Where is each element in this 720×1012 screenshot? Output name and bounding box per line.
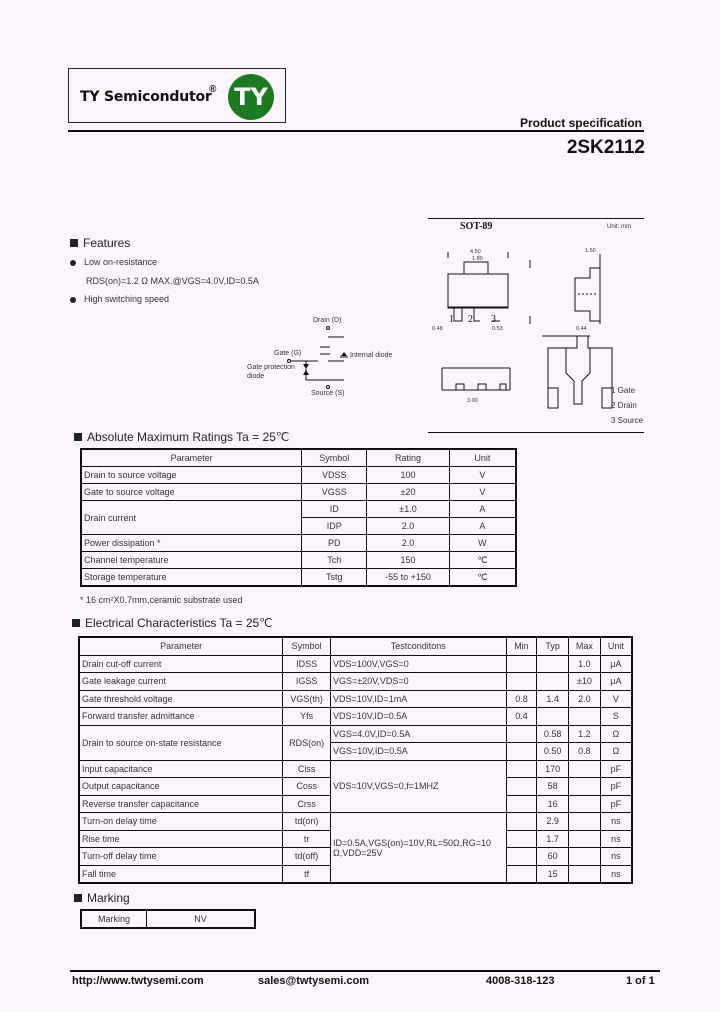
company-logo: TY [228, 74, 274, 120]
svg-text:1.80: 1.80 [472, 256, 483, 262]
abs-max-footnote: * 16 cm²X0.7mm,ceramic substrate used [80, 595, 243, 605]
table-row: Drain to source voltage VDSS 100 V [81, 467, 516, 484]
package-bottom-rule [428, 432, 644, 433]
source-label: Source (S) [311, 390, 345, 397]
svg-text:3.00: 3.00 [467, 398, 478, 404]
pin-legend-source: 3 Source [611, 416, 644, 425]
table-header-row [81, 449, 516, 467]
header-symbol: Symbol [302, 449, 367, 467]
gate-protection-label: Gate protection [247, 364, 295, 371]
abs-max-title: Absolute Maximum Ratings Ta = 25℃ [74, 430, 289, 444]
phone-number: 4008-318-123 [486, 975, 555, 987]
table-row: Channel temperature Tch 150 ℃ [81, 552, 516, 569]
table-row: Turn-on delay time td(on) ID=0.5A,VGS(on)=10V,RL=50Ω,RG=10 Ω,VDD=25V 2.9 ns [79, 813, 632, 831]
capacitance-conditions: VDS=10V,VGS=0,f=1MHZ [330, 760, 506, 813]
svg-text:1: 1 [449, 314, 454, 325]
email-link[interactable]: sales@twtysemi.com [258, 975, 369, 987]
svg-text:0.48: 0.48 [432, 326, 443, 332]
package-drawing [430, 238, 650, 428]
table-row: Drain cut-off current IDSS VDS=100V,VGS=0 1.0 μA [79, 655, 632, 673]
table-row: Rise time tr 1.7 ns [79, 830, 632, 848]
company-name: TY Semicondutor [80, 89, 212, 105]
package-unit: Unit: mm [607, 224, 631, 230]
package-top-rule [428, 218, 644, 219]
table-row: Storage temperature Tstg -55 to +150 ℃ [81, 569, 516, 587]
square-bullet-icon [72, 619, 80, 627]
feature-detail: RDS(on)=1.2 Ω MAX.@VGS=4.0V,ID=0.5A [86, 276, 259, 286]
bullet-icon [70, 260, 76, 266]
svg-text:3: 3 [491, 314, 496, 325]
table-row: Gate threshold voltage VGS(th) VDS=10V,ID=1mA 0.8 1.4 2.0 V [79, 690, 632, 708]
table-row: Output capacitance Coss 58 pF [79, 778, 632, 796]
bullet-icon [70, 297, 76, 303]
elec-char-table [78, 636, 633, 884]
square-bullet-icon [70, 239, 78, 247]
table-row: Reverse transfer capacitance Crss 16 pF [79, 795, 632, 813]
header-rule [68, 130, 644, 132]
mosfet-schematic [240, 312, 420, 402]
table-row: VGS=10V,ID=0.5A 0.50 0.8 Ω [79, 743, 632, 761]
square-bullet-icon [74, 433, 82, 441]
table-row: Input capacitance Ciss VDS=10V,VGS=0,f=1MHZ 170 pF [79, 760, 632, 778]
gate-label: Gate (G) [274, 350, 302, 357]
feature-item: High switching speed [70, 294, 169, 304]
abs-max-table [80, 448, 517, 587]
table-row: Power dissipation * PD 2.0 W [81, 535, 516, 552]
marking-label: Marking [81, 910, 147, 928]
gate-protection-label-2: diode [247, 373, 265, 380]
marking-table [80, 909, 256, 929]
square-bullet-icon [74, 894, 82, 902]
feature-item: Low on-resistance [70, 257, 157, 267]
sot89-outline-icon [430, 238, 650, 428]
part-number: 2SK2112 [566, 137, 645, 158]
drain-label: Drain (D) [313, 317, 342, 324]
table-row: IDP 2.0 A [81, 518, 516, 535]
table-row: Gate leakage current IGSS VGS=±20V,VDS=0 ±10 μA [79, 673, 632, 691]
table-row: Turn-off delay time td(off) 60 ns [79, 848, 632, 866]
svg-text:2: 2 [468, 314, 473, 325]
table-row: Gate to source voltage VGSS ±20 V [81, 484, 516, 501]
svg-text:1.50: 1.50 [585, 248, 596, 254]
features-title: Features [70, 236, 130, 250]
pin-legend-drain: 2 Drain [611, 401, 637, 410]
table-row: Forward transfer admittance Yfs VDS=10V,ID=0.5A 0.4 S [79, 708, 632, 726]
table-row: Drain to source on-state resistance RDS(on) VGS=4.0V,ID=0.5A 0.58 1.2 Ω [79, 725, 632, 743]
table-row [81, 910, 255, 928]
package-name: SOT-89 [460, 221, 493, 232]
header-rating: Rating [367, 449, 450, 467]
doc-type: Product specification [519, 116, 642, 130]
header-unit: Unit [449, 449, 516, 467]
footer-rule [70, 970, 660, 972]
switching-conditions: ID=0.5A,VGS(on)=10V,RL=50Ω,RG=10 Ω,VDD=25V [330, 813, 506, 884]
marking-value: NV [147, 910, 255, 928]
svg-text:0.44: 0.44 [576, 326, 587, 332]
registered-mark: ® [209, 84, 217, 95]
website-link[interactable]: http://www.twtysemi.com [72, 975, 204, 987]
mosfet-symbol-icon [240, 312, 420, 402]
table-row: Drain current ID ±1.0 A [81, 501, 516, 518]
svg-text:4.50: 4.50 [470, 249, 481, 255]
table-row: Fall time tf 15 ns [79, 865, 632, 883]
svg-text:0.53: 0.53 [492, 326, 503, 332]
internal-diode-label: Internal diode [350, 352, 393, 359]
marking-title: Marking [74, 891, 130, 905]
page-number: 1 of 1 [626, 975, 655, 987]
elec-title: Electrical Characteristics Ta = 25℃ [72, 616, 273, 630]
pin-legend-gate: 1 Gate [611, 386, 636, 395]
table-header-row: Parameter Symbol Testconditons Min Typ Max Unit [79, 637, 632, 655]
header-parameter: Parameter [81, 449, 302, 467]
